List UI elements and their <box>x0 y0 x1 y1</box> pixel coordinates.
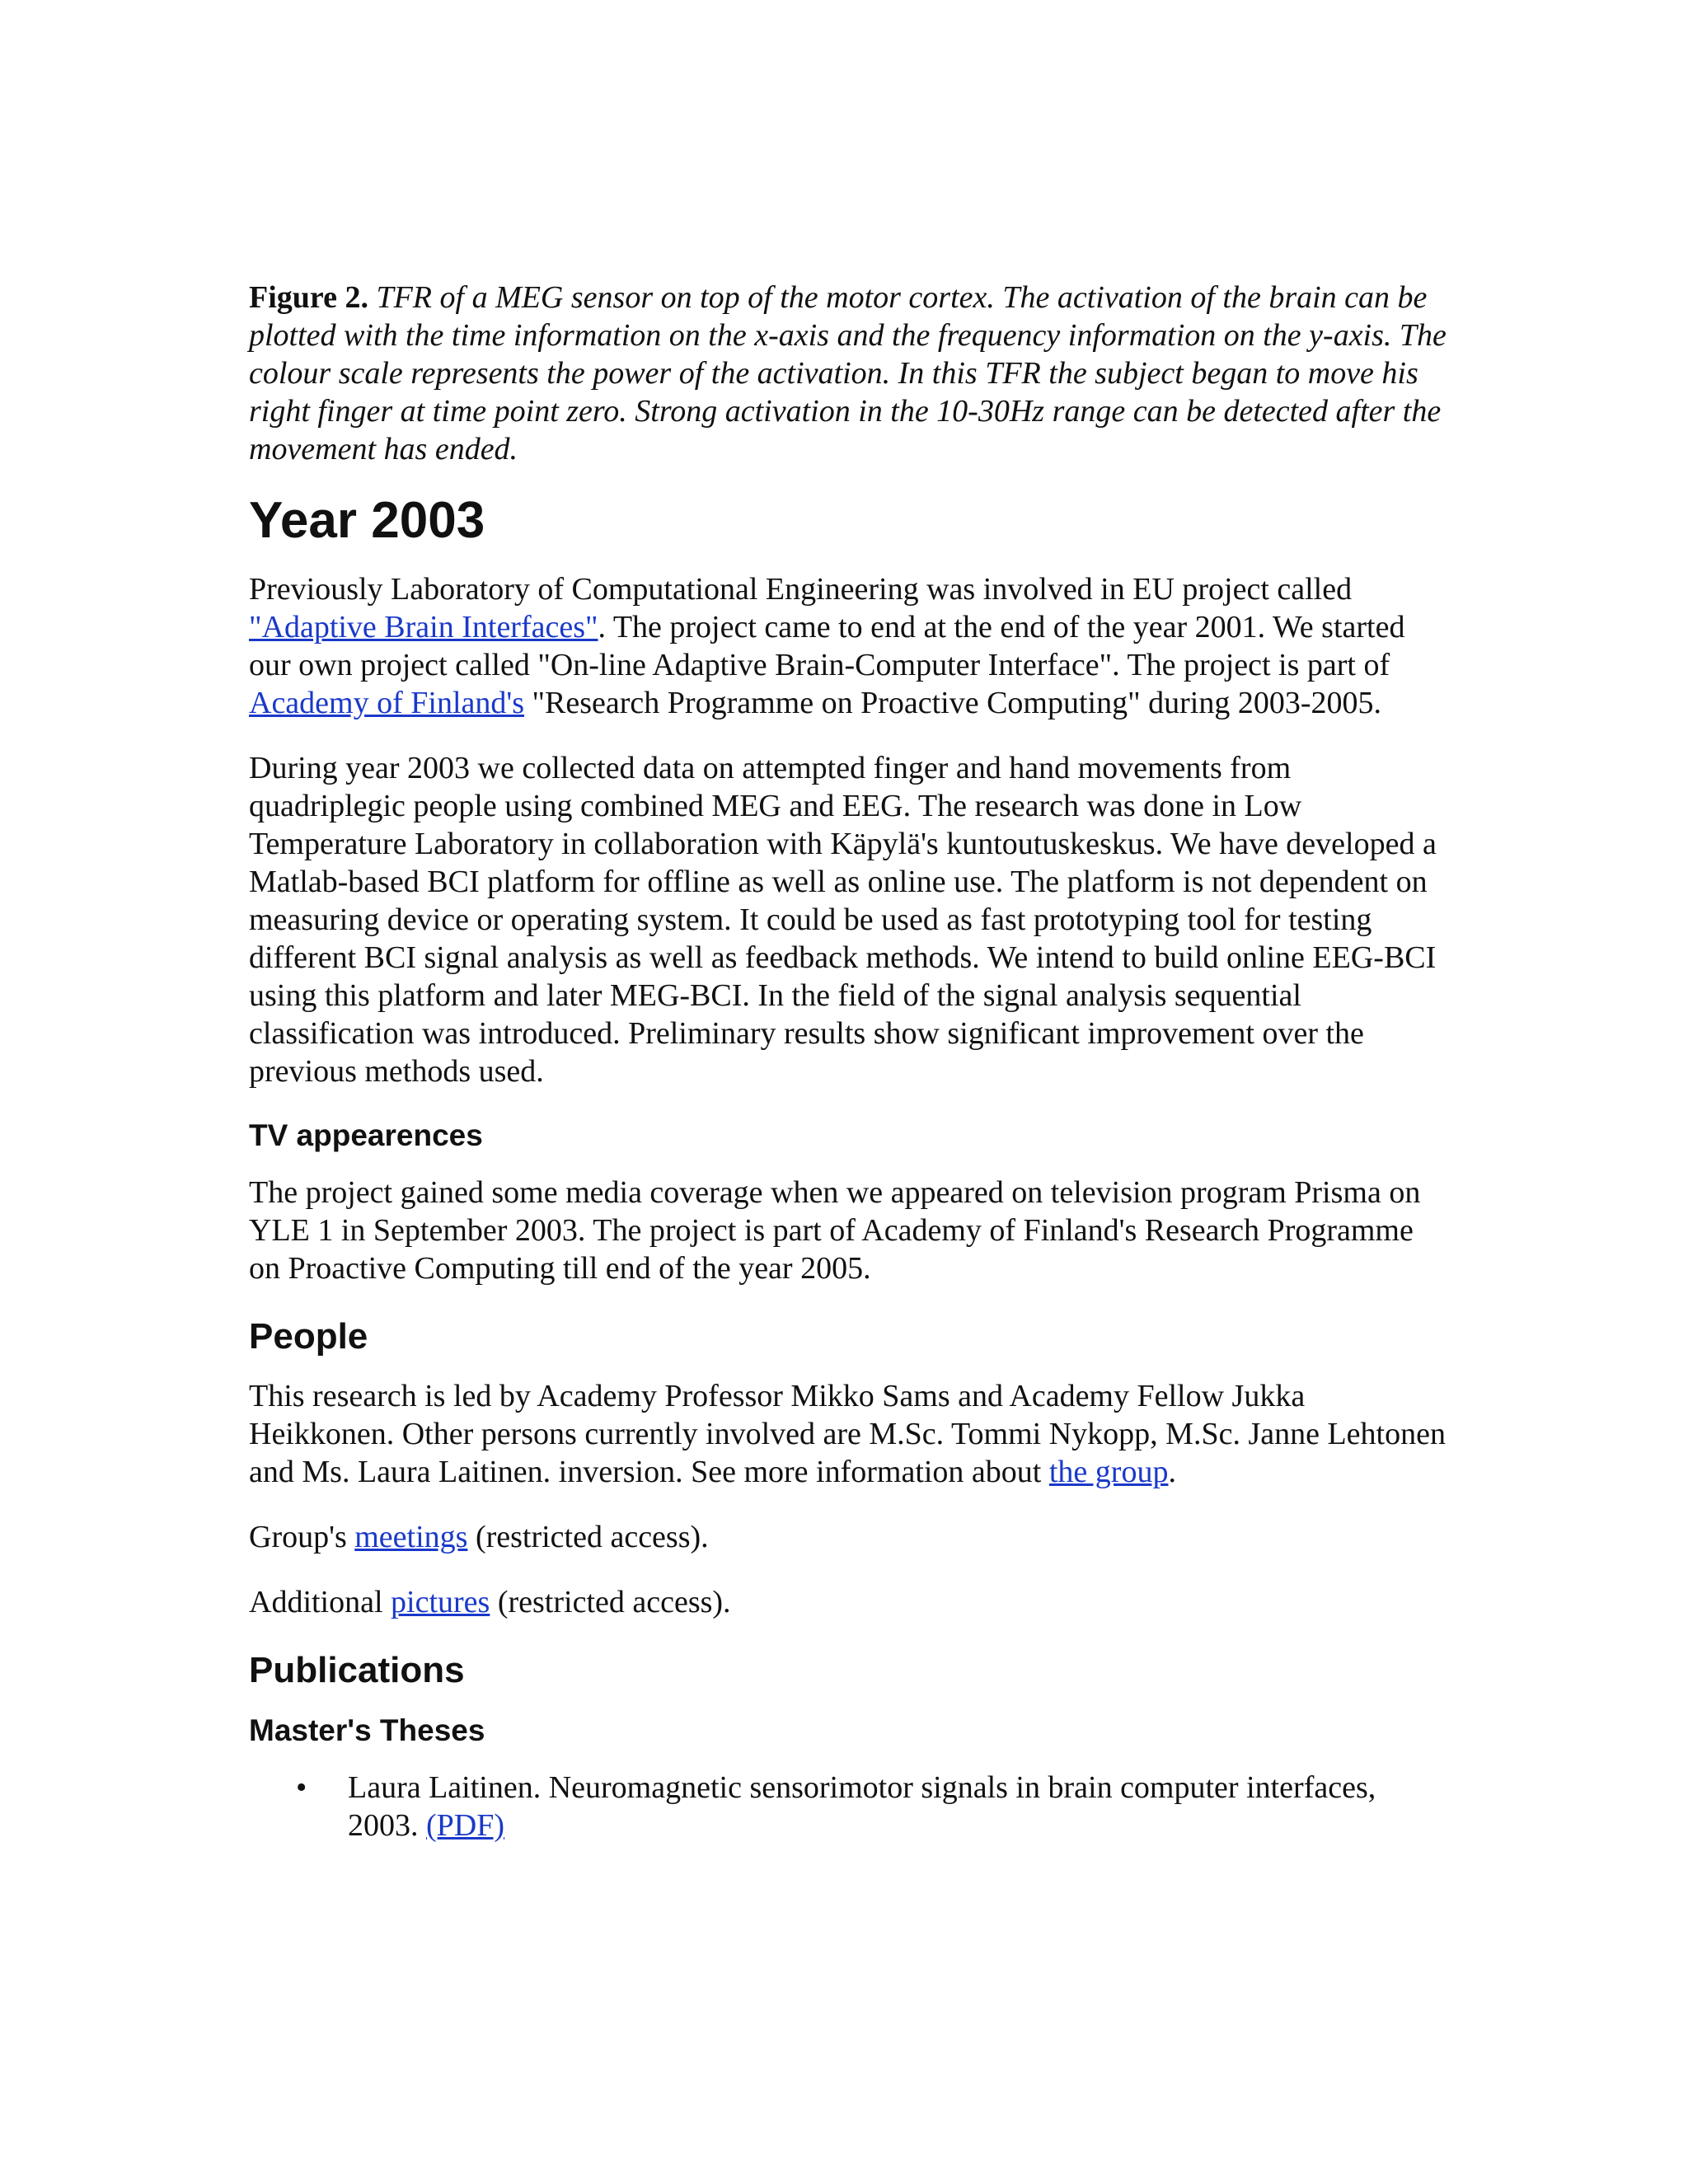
pictures-paragraph <box>249 1583 1452 1621</box>
people-heading: People <box>249 1316 368 1357</box>
thesis-text: Laura Laitinen. Neuromagnetic sensorimotor signals in brain computer interfaces, 2003. <box>348 1770 1376 1843</box>
academy-of-finland-link[interactable]: Academy of Finland's <box>249 686 525 720</box>
figure-caption <box>249 279 1452 468</box>
meetings-prefix: Group's <box>249 1520 347 1554</box>
meetings-suffix: (restricted access). <box>475 1520 709 1554</box>
people-end: . <box>1168 1455 1176 1489</box>
meetings-paragraph <box>249 1518 1452 1556</box>
pdf-link[interactable]: (PDF) <box>426 1808 505 1843</box>
list-item <box>249 1769 1452 1844</box>
tv-paragraph: The project gained some media coverage when we appeared on television program Prisma on YLE 1 in September 2003. The project is part of Academy of Finland's Research Programme on Proactive Computing till end of the year 2005. <box>249 1175 1421 1286</box>
intro-text-3: "Research Programme on Proactive Computing" during 2003-2005. <box>532 686 1381 720</box>
pictures-suffix: (restricted access). <box>497 1585 731 1619</box>
people-paragraph <box>249 1377 1452 1491</box>
pictures-prefix: Additional <box>249 1585 383 1619</box>
bullet-icon: • <box>296 1770 307 1805</box>
adaptive-brain-interfaces-link[interactable]: "Adaptive Brain Interfaces" <box>249 610 598 644</box>
publications-heading: Publications <box>249 1650 465 1690</box>
intro-text-2: . The project came to end at the end of the year 2001. We started our own project called "On-line Adaptive Brain-Computer Interface". The project is part of <box>249 610 1405 682</box>
theses-list <box>249 1769 1452 1844</box>
year-2003-heading: Year 2003 <box>249 492 485 549</box>
pictures-link[interactable]: pictures <box>391 1585 490 1619</box>
figure-caption-text: TFR of a MEG sensor on top of the motor cortex. The activation of the brain can be plotted with the time information on the x-axis and the frequency information on the y-axis. The colour scale represents the power of the activation. In this TFR the subject began to move his right finger at time point zero. Strong activation in the 10-30Hz range can be detected after the movement has ended. <box>249 280 1447 466</box>
people-text: This research is led by Academy Professor Mikko Sams and Academy Fellow Jukka Heikkonen. Other persons currently involved are M.Sc. Tommi Nykopp, M.Sc. Janne Lehtonen and Ms. Laura Laitinen. inversion. See more information about <box>249 1379 1446 1489</box>
document-page <box>249 279 1452 1844</box>
intro-text-1: Previously Laboratory of Computational Engineering was involved in EU project called <box>249 572 1353 607</box>
research-paragraph: During year 2003 we collected data on attempted finger and hand movements from quadriplegic people using combined MEG and EEG. The research was done in Low Temperature Laboratory in collaboration with Käpylä's kuntoutuskeskus. We have developed a Matlab-based BCI platform for offline as well as online use. The platform is not dependent on measuring device or operating system. It could be used as fast prototyping tool for testing different BCI signal analysis as well as feedback methods. We intend to build online EEG-BCI using this platform and later MEG-BCI. In the field of the signal analysis sequential classification was introduced. Preliminary results show significant improvement over the previous methods used. <box>249 751 1437 1089</box>
tv-appearences-heading: TV appearences <box>249 1118 483 1152</box>
figure-label: Figure 2. <box>249 280 368 315</box>
meetings-link[interactable]: meetings <box>354 1520 468 1554</box>
masters-theses-heading: Master's Theses <box>249 1713 485 1747</box>
intro-paragraph <box>249 570 1452 722</box>
the-group-link[interactable]: the group <box>1048 1455 1169 1489</box>
